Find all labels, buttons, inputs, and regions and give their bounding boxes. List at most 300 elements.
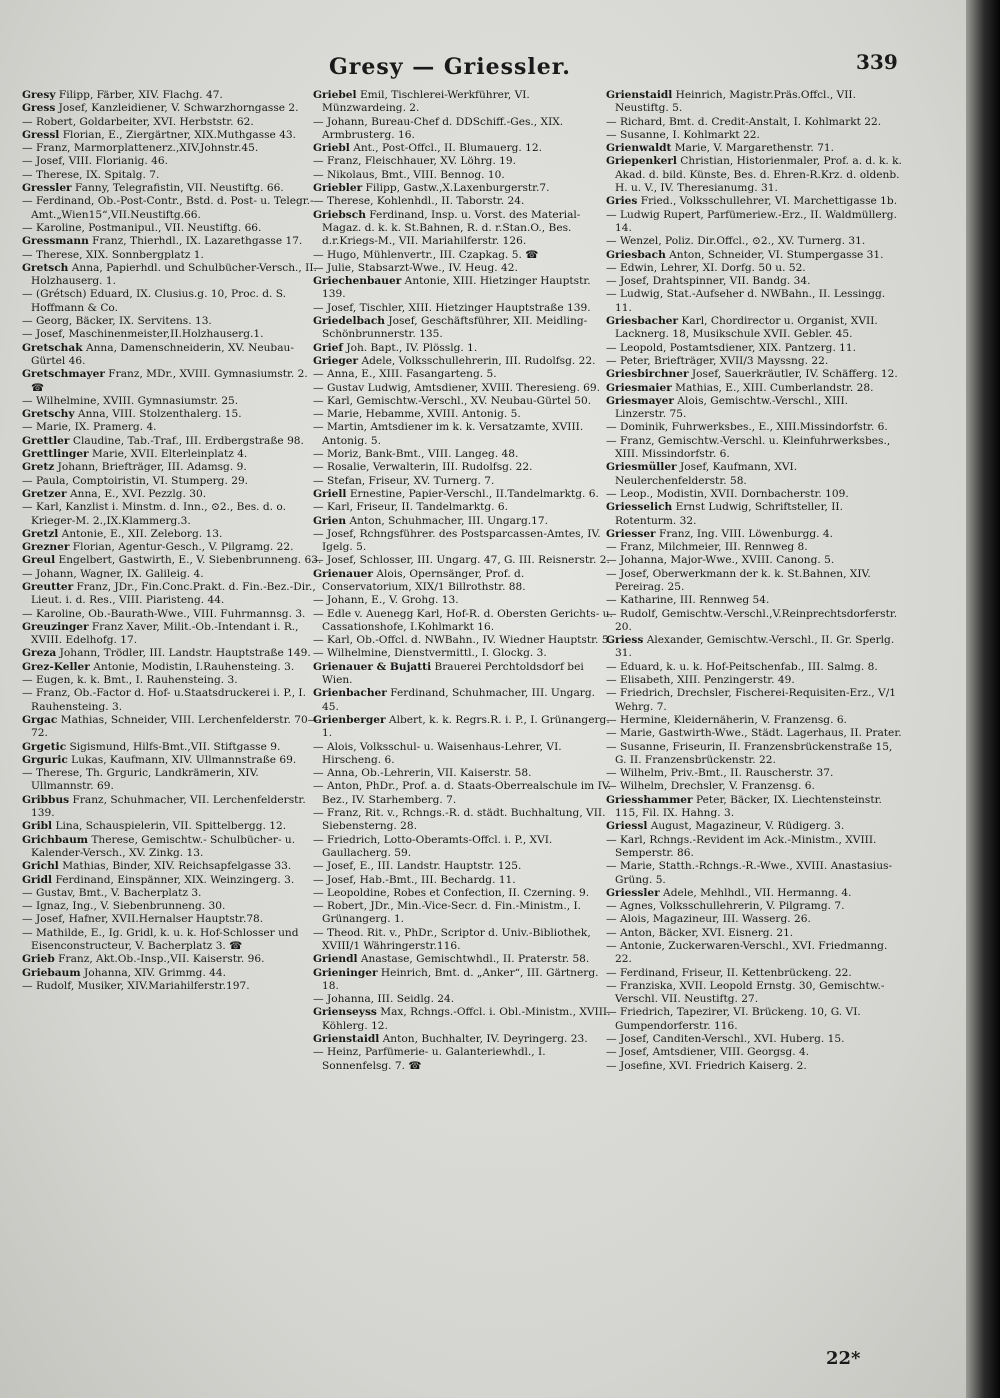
entry-details: Peter, Bäcker, IX. Liechtensteinstr. 115, Fil. IX. Hahng. 3. [615, 793, 882, 820]
directory-entry [313, 342, 613, 355]
entry-surname: Grienauer [313, 567, 373, 580]
directory-entry [22, 395, 322, 408]
directory-entry [22, 647, 322, 660]
directory-entry [22, 408, 322, 421]
entry-details: — Rudolf, Gemischtw.-Verschl.,V.Reinprechtsdorferstr. 20. [606, 607, 898, 633]
entry-details: Heinrich, Magistr.Präs.Offcl., VII. Neustiftg. 5. [615, 89, 856, 115]
directory-entry [313, 515, 613, 528]
entry-details: — Antonie, Zuckerwaren-Verschl., XVI. Friedmanng. 22. [606, 940, 888, 966]
directory-entry [22, 461, 322, 474]
entry-surname: Griesser [606, 527, 656, 540]
entry-surname: Grienauer & Bujatti [313, 660, 432, 673]
entry-surname: Griesmayer [606, 394, 674, 407]
entry-details: — Anton, PhDr., Prof. a. d. Staats-Oberrealschule im IV. Bez., IV. Starhemberg. 7. [313, 780, 611, 806]
directory-entry [606, 927, 902, 940]
entry-details: Emil, Tischlerei-Werkführer, VI. Münzwardeing. 2. [322, 89, 530, 115]
entry-details: Anton, Buchhalter, IV. Deyringerg. 23. [379, 1033, 588, 1046]
entry-details: — Therese, Kohlenhdl., II. Taborstr. 24. [313, 195, 525, 208]
directory-entry [22, 980, 322, 993]
directory-entry [22, 834, 322, 861]
entry-details: Mathias, Binder, XIV. Reichsapfelgasse 33. [58, 860, 292, 873]
entry-surname: Gretzer [22, 487, 67, 500]
directory-entry [313, 448, 613, 461]
directory-entry [606, 634, 902, 661]
directory-entry [22, 967, 322, 980]
entry-surname: Grienstaidl [313, 1033, 380, 1046]
entry-details: Lina, Schauspielerin, VII. Spittelbergg. 12. [52, 820, 287, 833]
directory-entry [606, 275, 902, 288]
directory-entry [22, 182, 322, 195]
directory-entry [606, 661, 902, 674]
entry-details: Claudine, Tab.-Traf., III. Erdbergstraße 98. [69, 434, 304, 447]
directory-entry [313, 169, 613, 182]
entry-surname: Griepenkerl [606, 155, 677, 168]
directory-entry [22, 235, 322, 248]
directory-entry [606, 288, 902, 315]
entry-details: — Ferdinand, Ob.-Post-Contr., Bstd. d. Post- u. Telegr.-Amt.„Wien15“,VII.Neustiftg.66. [22, 195, 314, 221]
entry-details: Florian, E., Ziergärtner, XIX.Muthgasse 43. [59, 128, 297, 141]
directory-entry [313, 302, 613, 315]
entry-surname: Grienbacher [313, 687, 387, 700]
directory-entry [22, 222, 322, 235]
entry-details: Josef, Kaufmann, XVI. Neulerchenfelderstr. 58. [615, 461, 798, 487]
entry-surname: Grgac [22, 713, 58, 726]
directory-entry [22, 887, 322, 900]
entry-surname: Grieninger [313, 966, 378, 979]
directory-entry [22, 435, 322, 448]
entry-surname: Grguric [22, 753, 68, 766]
entry-surname: Grienwaldt [606, 142, 672, 155]
entry-surname: Gretschak [22, 341, 83, 354]
entry-details: — Ludwig, Stat.-Aufseher d. NWBahn., II. Lessingg. 11. [606, 288, 886, 314]
directory-entry [313, 647, 613, 660]
entry-details: Mathias, Schneider, VIII. Lerchenfelderstr. 70—72. [31, 713, 319, 740]
directory-entry [313, 834, 613, 861]
entry-surname: Gridl [22, 873, 53, 886]
entry-details: Sigismund, Hilfs-Bmt.,VII. Stiftgasse 9. [66, 740, 281, 753]
directory-entry [313, 1033, 613, 1046]
entry-details: Ferdinand, Schuhmacher, III. Ungarg. 45. [322, 687, 595, 713]
directory-entry [606, 794, 902, 821]
entry-details: — Therese, IX. Spitalg. 7. [22, 168, 160, 181]
entry-details: — Johanna, III. Seidlg. 24. [313, 993, 455, 1006]
entry-surname: Grief [313, 341, 343, 354]
directory-entry [22, 541, 322, 554]
entry-details: Anna, E., XVI. Pezzlg. 30. [66, 487, 207, 500]
entry-details: — Stefan, Friseur, XV. Turnerg. 7. [313, 474, 495, 487]
directory-entry [22, 129, 322, 142]
directory-entry [313, 634, 613, 647]
entry-details: — Wilhelm, Drechsler, V. Franzensg. 6. [606, 780, 815, 793]
directory-entry [606, 541, 902, 554]
directory-entry [313, 461, 613, 474]
entry-details: — Josef, Tischler, XIII. Hietzinger Hauptstraße 139. [313, 301, 591, 314]
entry-details: Franz, JDr., Fin.Conc.Prakt. d. Fin.-Bez.-Dir., Lieut. i. d. Res., VIII. Piaristeng. 44. [31, 580, 316, 607]
entry-details: — Rudolf, Musiker, XIV.Mariahilferstr.197. [22, 979, 250, 992]
directory-entry [22, 674, 322, 687]
entry-details: Marie, XVII. Elterleinplatz 4. [88, 448, 248, 461]
entry-surname: Gress [22, 102, 56, 115]
entry-details: Therese, Gemischtw.- Schulbücher- u. Kalender-Versch., XV. Zinkg. 13. [31, 833, 296, 859]
directory-entry [313, 967, 613, 994]
entry-details: Engelbert, Gastwirth, E., V. Siebenbrunneng. 63. [55, 554, 322, 567]
entry-details: — Anna, E., XIII. Fasangarteng. 5. [313, 368, 497, 381]
directory-entry [22, 116, 322, 129]
entry-details: — Gustav Ludwig, Amtsdiener, XVIII. Theresieng. 69. [313, 381, 601, 394]
directory-entry [606, 1046, 902, 1059]
entry-details: — Johann, Wagner, IX. Galileig. 4. [22, 567, 204, 580]
entry-details: — Josef, Maschinenmeister,II.Holzhauserg.1. [22, 328, 264, 341]
directory-entry [22, 714, 322, 741]
entry-details: — Hermine, Kleidernäherin, V. Franzensg. 6. [606, 713, 847, 726]
entry-surname: Grieger [313, 354, 359, 367]
entry-details: — Robert, JDr., Min.-Vice-Secr. d. Fin.-Ministm., I. Grünangerg. 1. [313, 900, 581, 926]
entry-details: Anna, Damenschneiderin, XV. Neubau-Gürtel 46. [31, 341, 294, 367]
page-shadow-edge [966, 0, 1000, 1398]
entry-details: — Karl, Ob.-Offcl. d. NWBahn., IV. Wiedner Hauptstr. 5. [313, 634, 612, 647]
directory-entry [313, 993, 613, 1006]
directory-entry [313, 475, 613, 488]
directory-entry [606, 741, 902, 768]
directory-entry [313, 355, 613, 368]
entry-surname: Gressler [22, 182, 72, 195]
page-header-title: Gresy — Griessler. [329, 54, 571, 80]
directory-entry [313, 860, 613, 873]
directory-entry [22, 195, 322, 222]
directory-entry [313, 874, 613, 887]
directory-entry [22, 315, 322, 328]
directory-entry [313, 554, 613, 567]
directory-entry [22, 488, 322, 501]
entry-details: — Leopold, Postamtsdiener, XIX. Pantzerg. 11. [606, 341, 857, 354]
directory-entry [606, 834, 902, 861]
directory-entry [22, 820, 322, 833]
directory-entry [22, 741, 322, 754]
directory-entry [606, 395, 902, 422]
directory-entry [22, 874, 322, 887]
entry-surname: Griesselich [606, 501, 673, 514]
directory-entry [22, 102, 322, 115]
entry-details: Florian, Agentur-Gesch., V. Pilgramg. 22. [69, 541, 294, 554]
page-number: 339 [856, 50, 898, 74]
entry-surname: Grettlinger [22, 448, 89, 461]
entry-surname: Greuzinger [22, 620, 89, 633]
entry-details: — Leopoldine, Robes et Confection, II. Czerning. 9. [313, 886, 590, 899]
entry-surname: Griebler [313, 182, 363, 195]
directory-entry [606, 1060, 902, 1073]
entry-details: Adele, Mehlhdl., VII. Hermanng. 4. [659, 886, 852, 899]
directory-entry [22, 900, 322, 913]
directory-entry [22, 913, 322, 926]
entry-details: — Franz, Ob.-Factor d. Hof- u.Staatsdruckerei i. P., I. Rauhensteing. 3. [22, 687, 306, 713]
directory-column-1 [22, 89, 322, 993]
entry-details: — Wilhelm, Priv.-Bmt., II. Rauscherstr. 37. [606, 767, 834, 780]
entry-details: — Josef, Rchngsführer. des Postsparcassen-Amtes, IV. Igelg. 5. [313, 527, 601, 554]
entry-details: — Hugo, Mühlenvertr., III. Czapkag. 5. ☎ [313, 248, 539, 261]
directory-entry [606, 913, 902, 926]
entry-details: — Paula, Comptoiristin, VI. Stumperg. 29. [22, 474, 249, 487]
entry-details: — Johanna, Major-Wwe., XVIII. Canong. 5. [606, 554, 835, 567]
entry-details: Karl, Chordirector u. Organist, XVII. Lacknerg. 18, Musikschule XVII. Gebler. 45. [615, 315, 878, 341]
entry-details: — Josef, Hab.-Bmt., III. Bechardg. 11. [313, 873, 516, 886]
entry-surname: Gribbus [22, 793, 70, 806]
directory-entry [22, 767, 322, 794]
directory-entry [22, 249, 322, 262]
directory-entry [313, 900, 613, 927]
directory-entry [313, 89, 613, 116]
entry-details: — Susanne, I. Kohlmarkt 22. [606, 128, 760, 141]
directory-entry [606, 155, 902, 195]
entry-details: — Friedrich, Lotto-Oberamts-Offcl. i. P., XVI. Gaullacherg. 59. [313, 833, 553, 859]
directory-entry [22, 927, 322, 954]
entry-details: Fanny, Telegrafistin, VII. Neustiftg. 66. [71, 182, 284, 195]
directory-entry [313, 209, 613, 249]
directory-entry [313, 594, 613, 607]
directory-entry [606, 687, 902, 714]
entry-details: — Marie, Hebamme, XVIII. Antonig. 5. [313, 408, 521, 421]
entry-surname: Griedelbach [313, 315, 385, 328]
entry-details: — Eugen, k. k. Bmt., I. Rauhensteing. 3. [22, 674, 238, 687]
entry-details: Franz, Thierhdl., IX. Lazarethgasse 17. [88, 235, 303, 248]
entry-details: — Gustav, Bmt., V. Bacherplatz 3. [22, 886, 202, 899]
entry-details: — Alois, Magazineur, III. Wasserg. 26. [606, 913, 811, 926]
entry-surname: Greul [22, 554, 56, 567]
directory-entry [606, 488, 902, 501]
entry-details: — Alois, Volksschul- u. Waisenhaus-Lehrer, VI. Hirscheng. 6. [313, 740, 562, 766]
entry-surname: Gretschmayer [22, 368, 105, 381]
entry-details: — Therese, Th. Grguric, Landkrämerin, XIV. Ullmannstr. 69. [22, 767, 259, 793]
entry-surname: Griesmaier [606, 381, 672, 394]
entry-details: — Ludwig Rupert, Parfümeriew.-Erz., II. Waldmüllerg. 14. [606, 208, 897, 234]
directory-entry [606, 727, 902, 740]
entry-surname: Griesbach [606, 248, 666, 261]
directory-entry [313, 780, 613, 807]
entry-details: — Leop., Modistin, XVII. Dornbacherstr. 109. [606, 487, 849, 500]
entry-details: Ernestine, Papier-Verschl., II.Tandelmarktg. 6. [346, 487, 599, 500]
entry-details: — Josef, Hafner, XVII.Hernalser Hauptstr.78. [22, 913, 264, 926]
entry-surname: Gretz [22, 461, 55, 474]
entry-details: Filipp, Gastw.,X.Laxenburgerstr.7. [362, 182, 550, 195]
directory-entry [313, 661, 613, 688]
directory-entry [313, 501, 613, 514]
entry-details: — Karl, Rchngs.-Revident im Ack.-Ministm., XVIII. Semperstr. 86. [606, 833, 877, 859]
entry-surname: Gressl [22, 128, 60, 141]
entry-details: — Mathilde, E., Ig. Gridl, k. u. k. Hof-Schlosser und Eisenconstructeur, V. Bacherplatz 3. ☎ [22, 926, 299, 952]
entry-surname: Grichl [22, 860, 59, 873]
entry-surname: Greutter [22, 580, 74, 593]
entry-surname: Griesbirchner [606, 368, 689, 381]
entry-details: — Agnes, Volksschullehrerin, V. Pilgramg. 7. [606, 900, 845, 913]
entry-details: Alois, Gemischtw.-Verschl., XIII. Linzerstr. 75. [615, 394, 849, 421]
entry-details: — Theod. Rit. v., PhDr., Scriptor d. Univ.-Bibliothek, XVIII/1 Währingerstr.116. [313, 926, 591, 952]
entry-details: — Josef, Oberwerkmann der k. k. St.Bahnen, XIV. Pereirag. 25. [606, 567, 871, 593]
entry-details: Heinrich, Bmt. d. „Anker“, III. Gärtnerg. 18. [322, 966, 599, 992]
directory-entry [313, 488, 613, 501]
directory-entry [313, 608, 613, 635]
entry-details: Franz, Akt.Ob.-Insp.,VII. Kaiserstr. 96. [54, 953, 265, 966]
entry-surname: Griebaum [22, 966, 81, 979]
entry-details: — Dominik, Fuhrwerksbes., E., XIII.Missindorfstr. 6. [606, 421, 888, 434]
directory-entry [606, 608, 902, 635]
entry-details: — Robert, Goldarbeiter, XVI. Herbststr. 62. [22, 115, 254, 128]
entry-details: — Friedrich, Tapezirer, VI. Brückeng. 10, G. VI. Gumpendorferstr. 116. [606, 1006, 861, 1032]
entry-surname: Griesshammer [606, 793, 693, 806]
entry-surname: Griechenbauer [313, 275, 402, 288]
directory-entry [22, 368, 322, 395]
directory-entry [606, 262, 902, 275]
entry-details: Franz, Ing. VIII. Löwenburgg. 4. [655, 527, 834, 540]
directory-entry [606, 421, 902, 434]
entry-details: Antonie, E., XII. Zeleborg. 13. [58, 527, 223, 540]
directory-entry [313, 807, 613, 834]
entry-details: — Josefine, XVI. Friedrich Kaiserg. 2. [606, 1059, 807, 1072]
directory-entry [313, 714, 613, 741]
directory-entry [22, 475, 322, 488]
entry-details: — Heinz, Parfümerie- u. Galanteriewhdl., I. Sonnenfelsg. 7. ☎ [313, 1046, 546, 1072]
entry-surname: Gressmann [22, 235, 89, 248]
entry-details: Franz Xaver, Milit.-Ob.-Intendant i. R., XVIII. Edelhofg. 17. [31, 620, 299, 647]
entry-details: Josef, Kanzleidiener, V. Schwarzhorngasse 2. [55, 102, 299, 115]
directory-entry [313, 1006, 613, 1033]
entry-details: Ferdinand, Insp. u. Vorst. des Material-Magaz. d. k. k. St.Bahnen, R. d. r.Stan.O., Bes. d.r.Kriegs-M., VII. Mariahilferstr. 126. [322, 208, 581, 248]
entry-details: Antonie, Modistin, I.Rauhensteing. 3. [89, 660, 295, 673]
entry-details: — Wilhelmine, Dienstvermittl., I. Glockg. 3. [313, 647, 547, 660]
directory-entry [22, 262, 322, 289]
directory-entry [22, 328, 322, 341]
directory-entry [606, 780, 902, 793]
entry-details: Ant., Post-Offcl., II. Blumauerg. 12. [349, 142, 542, 155]
entry-details: — Katharine, III. Rennweg 54. [606, 594, 770, 607]
entry-surname: Grienstaidl [606, 89, 673, 101]
entry-details: — Friedrich, Drechsler, Fischerei-Requisiten-Erz., V/1 Wehrg. 7. [606, 687, 897, 713]
directory-entry [313, 116, 613, 143]
entry-surname: Griebsch [313, 208, 366, 221]
entry-details: — Franziska, XVII. Leopold Ernstg. 30, Gemischtw.-Verschl. VII. Neustiftg. 27. [606, 979, 885, 1006]
entry-details: Franz, MDr., XVIII. Gymnasiumstr. 2. ☎ [31, 368, 308, 394]
entry-details: — Karl, Gemischtw.-Verschl., XV. Neubau-Gürtel 50. [313, 394, 592, 407]
directory-entry [606, 461, 902, 488]
entry-details: — Marie, Statth.-Rchngs.-R.-Wwe., XVIII. Anastasius-Grüng. 5. [606, 860, 893, 886]
directory-entry [313, 182, 613, 195]
directory-entry [606, 900, 902, 913]
entry-surname: Grienseyss [313, 1006, 377, 1019]
directory-entry [606, 315, 902, 342]
entry-details: Filipp, Färber, XIV. Flachg. 47. [55, 89, 223, 101]
entry-details: — Josef, Amtsdiener, VIII. Georgsg. 4. [606, 1046, 810, 1059]
entry-details: — Josef, Schlosser, III. Ungarg. 47, G. III. Reisnerstr. 2. [313, 554, 610, 567]
directory-entry [606, 116, 902, 129]
entry-details: — Susanne, Friseurin, II. Franzensbrückenstraße 15, G. II. Franzensbrückenstr. 22. [606, 740, 893, 766]
directory-entry [313, 687, 613, 714]
directory-entry [606, 887, 902, 900]
entry-details: Alois, Opernsänger, Prof. d. Conservatorium, XIX/1 Billrothstr. 88. [322, 567, 526, 593]
entry-details: Brauerei Perchtoldsdorf bei Wien. [322, 660, 584, 687]
entry-details: — Martin, Amtsdiener im k. k. Versatzamte, XVIII. Antonig. 5. [313, 421, 584, 447]
directory-entry [606, 767, 902, 780]
entry-details: Ferdinand, Einspänner, XIX. Weinzingerg. 3. [52, 873, 295, 886]
entry-details: Adele, Volksschullehrerin, III. Rudolfsg. 22. [358, 354, 596, 367]
entry-surname: Grettler [22, 434, 70, 447]
entry-surname: Grieb [22, 953, 55, 966]
directory-entry [606, 382, 902, 395]
entry-details: — Julie, Stabsarzt-Wwe., IV. Heug. 42. [313, 261, 518, 274]
entry-details: — Josef, VIII. Florianig. 46. [22, 155, 168, 168]
entry-details: — Eduard, k. u. k. Hof-Peitschenfab., III. Salmg. 8. [606, 660, 878, 673]
entry-details: — Peter, Briefträger, XVII/3 Mayssng. 22. [606, 354, 829, 367]
entry-details: Ernst Ludwig, Schriftsteller, II. Rotenturm. 32. [615, 501, 843, 527]
directory-entry [606, 342, 902, 355]
directory-column-2 [313, 89, 613, 1073]
entry-details: Marie, V. Margarethenstr. 71. [671, 142, 834, 155]
entry-details: — Ferdinand, Friseur, II. Kettenbrückeng. 22. [606, 966, 852, 979]
directory-entry [606, 980, 902, 1007]
directory-entry [22, 754, 322, 767]
entry-details: Josef, Sauerkräutler, IV. Schäfferg. 12. [688, 368, 898, 381]
entry-surname: Gretschy [22, 408, 75, 421]
entry-details: Johann, Trödler, III. Landstr. Hauptstraße 149. [56, 647, 311, 660]
directory-entry [313, 741, 613, 768]
entry-details: — Edle v. Auenegg Karl, Hof-R. d. Obersten Gerichts- u. Cassationshofe, I.Kohlmarkt 16. [313, 607, 613, 633]
entry-details: Joh. Bapt., IV. Plösslg. 1. [342, 341, 478, 354]
directory-entry [22, 568, 322, 581]
directory-entry [606, 435, 902, 462]
directory-entry [313, 368, 613, 381]
directory-entry [22, 142, 322, 155]
directory-entry [606, 249, 902, 262]
directory-entry [313, 1046, 613, 1073]
directory-entry [313, 528, 613, 555]
directory-entry [606, 209, 902, 236]
entry-details: Albert, k. k. Regrs.R. i. P., I. Grünangerg. 1. [322, 713, 610, 740]
entry-surname: Griendl [313, 953, 358, 966]
directory-entry [313, 927, 613, 954]
directory-entry [606, 142, 902, 155]
entry-details: — Franz, Fleischhauer, XV. Löhrg. 19. [313, 155, 517, 168]
directory-entry [606, 195, 902, 208]
entry-surname: Gries [606, 195, 638, 208]
directory-entry [606, 674, 902, 687]
directory-entry [313, 408, 613, 421]
directory-entry [313, 887, 613, 900]
directory-entry [313, 262, 613, 275]
entry-details: — Karl, Kanzlist i. Minstm. d. Inn., ⊙2., Bes. d. o. Krieger-M. 2.,IX.Klammerg.3. [22, 501, 286, 527]
directory-entry [22, 953, 322, 966]
directory-entry [606, 235, 902, 248]
directory-entry [22, 501, 322, 528]
directory-entry [313, 395, 613, 408]
entry-details: — Anton, Bäcker, XVI. Eisnerg. 21. [606, 926, 794, 939]
entry-surname: Griebel [313, 89, 357, 101]
entry-details: Anna, Papierhdl. und Schulbücher-Versch., II. Holzhauserg. 1. [31, 261, 317, 288]
directory-entry [313, 953, 613, 966]
directory-entry [22, 342, 322, 369]
entry-details: — Franz, Gemischtw.-Verschl. u. Kleinfuhrwerksbes., XIII. Missindorfstr. 6. [606, 434, 891, 461]
directory-entry [606, 714, 902, 727]
directory-entry [22, 155, 322, 168]
entry-details: — Anna, Ob.-Lehrerin, VII. Kaiserstr. 58. [313, 767, 532, 780]
directory-entry [313, 568, 613, 595]
directory-entry [606, 568, 902, 595]
entry-surname: Grichbaum [22, 833, 88, 846]
entry-details: — Wilhelmine, XVIII. Gymnasiumstr. 25. [22, 394, 239, 407]
directory-entry [606, 129, 902, 142]
entry-details: Franz, Schuhmacher, VII. Lerchenfelderstr. 139. [31, 793, 306, 820]
entry-details: — Josef, Drahtspinner, VII. Bandg. 34. [606, 275, 811, 288]
directory-column-3 [606, 89, 902, 1073]
entry-surname: Gretsch [22, 261, 69, 274]
entry-details: — Therese, XIX. Sonnbergplatz 1. [22, 248, 204, 261]
entry-details: — Marie, IX. Pramerg. 4. [22, 421, 157, 434]
